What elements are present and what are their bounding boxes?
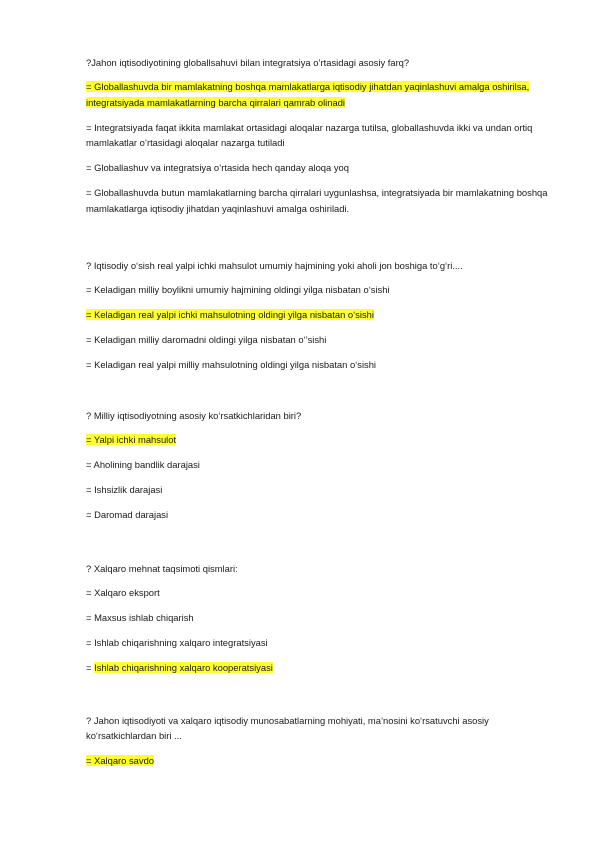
question-text: ? Milliy iqtisodiyotning asosiy ko‘rsatkichlaridan biri? bbox=[86, 410, 302, 421]
question-text: ? Jahon iqtisodiyoti va xalqaro iqtisodiy munosabatlarning mohiyati, ma’nosini ko‘rsatuvchi asosiy ko‘rsatkichlardan biri ... bbox=[86, 715, 489, 742]
answer-option bbox=[86, 185, 554, 216]
answer-option-text: = Integratsiyada faqat ikkita mamlakat ortasidagi aloqalar nazarga tutilsa, globallashuvda ikki va undan ortiq mamlakatlar o’rtasidagi aloqalar nazarga tutiladi bbox=[86, 121, 533, 149]
answer-option-text: = Ishlab chiqarishning xalqaro kooperatsiyasi bbox=[86, 662, 273, 674]
answer-option bbox=[86, 457, 554, 472]
answer-option-text: = Keladigan milliy daromadni oldingi yilga nisbatan o‘’sishi bbox=[86, 334, 327, 346]
answer-option bbox=[86, 507, 554, 522]
answer-option-text: = Globallashuv va integratsiya o’rtasida hech qanday aloqa yoq bbox=[86, 162, 349, 174]
question-text: ?Jahon iqtisodiyotining globallsahuvi bilan integratsiya o’rtasidagi asosiy farq? bbox=[86, 57, 410, 68]
answer-option bbox=[86, 585, 554, 600]
answer-option-text: = Globallashuvda butun mamlakatlarning barcha qirralari uygunlashsa, integratsiyada bir mamlakatning boshqa mamlakatlarga iqtisodiy jihatdan yaqinlashuvi amalga oshiriladi. bbox=[86, 187, 548, 214]
answer-option-text: = Keladigan real yalpi ichki mahsulotning oldingi yilga nisbatan o‘sishi bbox=[86, 309, 374, 321]
answer-option-text: = Xalqaro savdo bbox=[86, 754, 155, 766]
answer-option-text: = Keladigan milliy boylikni umumiy hajmining oldingi yilga nisbatan o‘sishi bbox=[86, 284, 390, 296]
answer-option-text: = Ishlab chiqarishning xalqaro integratsiyasi bbox=[86, 637, 268, 649]
answer-option-text: = Keladigan real yalpi milliy mahsulotning oldingi yilga nisbatan o‘sishi bbox=[86, 359, 377, 371]
answer-option-correct bbox=[86, 660, 554, 675]
question-block-5 bbox=[86, 713, 554, 778]
answer-option bbox=[86, 160, 554, 175]
answer-option-text: = Yalpi ichki mahsulot bbox=[86, 434, 177, 446]
answer-option bbox=[86, 282, 554, 297]
answer-option-text: = Maxsus ishlab chiqarish bbox=[86, 612, 194, 624]
question-text: ? Iqtisodiy o‘sish real yalpi ichki mahsulot umumiy hajmining yoki aholi jon boshiga to‘g‘ri.... bbox=[86, 260, 463, 271]
answer-option bbox=[86, 610, 554, 625]
answer-option-correct bbox=[86, 307, 554, 322]
question-block-2 bbox=[86, 258, 554, 382]
answer-option-text: = Daromad darajasi bbox=[86, 509, 169, 521]
question-block-3 bbox=[86, 408, 554, 532]
question-block-1 bbox=[86, 55, 554, 226]
answer-option-correct bbox=[86, 79, 554, 110]
answer-option bbox=[86, 120, 554, 151]
answer-option bbox=[86, 357, 554, 372]
answer-option-text: = Ishsizlik darajasi bbox=[86, 484, 163, 496]
question-text: ? Xalqaro mehnat taqsimoti qismlari: bbox=[86, 563, 238, 574]
answer-option bbox=[86, 332, 554, 347]
answer-option bbox=[86, 482, 554, 497]
answer-option-text: = Globallashuvda bir mamlakatning boshqa mamlakatlarga iqtisodiy jihatdan yaqinlashuvi amalga oshirilsa, integratsiyada mamlakatlarning barcha qirralari qamrab olinadi bbox=[86, 81, 530, 108]
question-block-4 bbox=[86, 561, 554, 685]
answer-option-correct bbox=[86, 432, 554, 447]
answer-option-text: = Aholining bandlik darajasi bbox=[86, 459, 200, 471]
answer-option-correct bbox=[86, 753, 554, 768]
answer-option bbox=[86, 635, 554, 650]
answer-option-text: = Xalqaro eksport bbox=[86, 587, 160, 599]
